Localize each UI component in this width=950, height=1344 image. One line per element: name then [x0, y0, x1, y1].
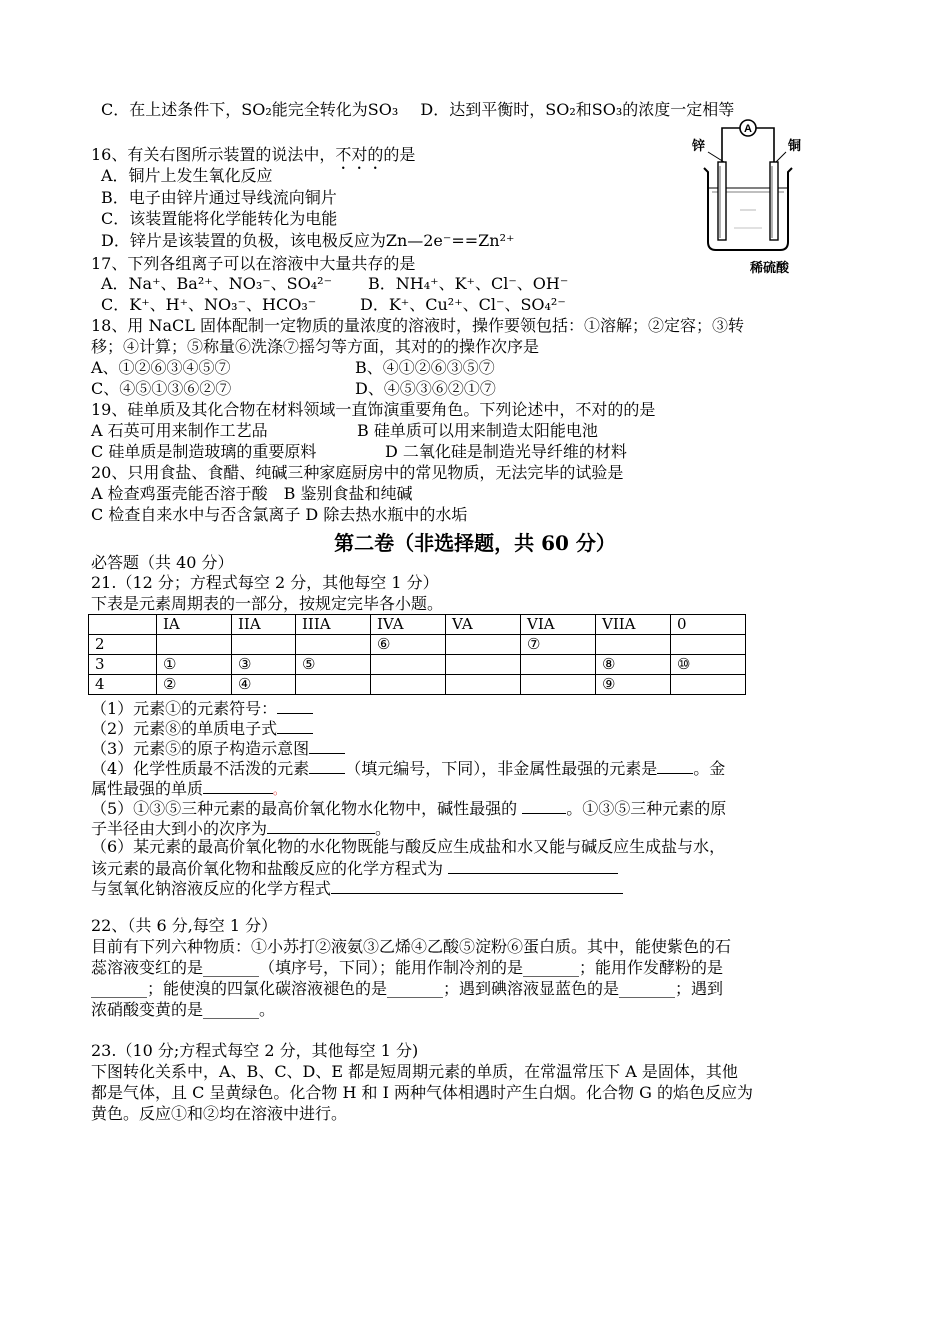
q21-part5-text-c: 子半径由大到小的次序为: [91, 819, 268, 838]
q18-stem-line1: 18、用 NaCL 固体配制一定物质的量浓度的溶液时，操作要领包括：①溶解；②定容；③转: [91, 316, 744, 335]
q16-option-d: D．锌片是该装置的负极，该电极反应为Zn—2e⁻==Zn²⁺: [101, 231, 515, 250]
table-cell: [671, 635, 746, 655]
q21-part5-text-d: 。: [375, 819, 392, 838]
q21-part6-text-c: 与氢氧化钠溶液反应的化学方程式: [91, 879, 332, 898]
q21-part6: （6）某元素的最高价氧化物的水化物既能与酸反应生成盐和水又能与碱反应生成盐与水，: [91, 837, 726, 856]
q16-stem-suffix: 的是: [383, 145, 416, 164]
table-header-cell: IIA: [232, 615, 296, 635]
q16-stem-prefix: 16、有关右图所示装置的说法中，: [91, 145, 336, 164]
ammeter-label: A: [744, 123, 752, 135]
q17-option-a: A．Na⁺、Ba²⁺、NO₃⁻、SO₄²⁻: [101, 274, 333, 293]
table-cell: [232, 635, 296, 655]
answer-blank[interactable]: [309, 757, 345, 774]
q23-line2: 都是气体，且 C 呈黄绿色。化合物 H 和 I 两种气体相遇时产生白烟。化合物 G 的焰色反应为: [91, 1083, 753, 1102]
periodic-table: [88, 614, 746, 695]
answer-blank[interactable]: [203, 777, 273, 794]
q21-header: 21.（12 分；方程式每空 2 分，其他每空 1 分）: [91, 573, 439, 592]
table-cell: [521, 675, 596, 695]
q21-part3-text: （3）元素⑤的原子构造示意图: [91, 739, 310, 758]
beaker-icon: [704, 168, 792, 250]
q16-stem-emphasis: 不对的: [335, 145, 384, 164]
q21-part3: [91, 737, 345, 757]
q18-option-c: C、④⑤①③⑥②⑦: [91, 379, 232, 398]
table-cell: [446, 655, 521, 675]
table-header-cell: IA: [157, 615, 232, 635]
table-header-cell: IVA: [371, 615, 446, 635]
q19-option-a: A 石英可用来制作工艺品: [91, 421, 268, 440]
table-cell: ②: [157, 675, 232, 695]
q21-part5-text-b: 。①③⑤三种元素的原: [566, 799, 727, 818]
table-row: [89, 655, 746, 675]
answer-blank[interactable]: [448, 857, 618, 874]
q21-part1-text: （1）元素①的元素符号：: [91, 699, 278, 718]
q23-line1: 下图转化关系中，A、B、C、D、E 都是短周期元素的单质，在常温常压下 A 是固体，其他: [91, 1062, 738, 1081]
answer-blank[interactable]: [331, 877, 623, 894]
q17-option-b: B．NH₄⁺、K⁺、Cl⁻、OH⁻: [368, 274, 569, 293]
table-cell: [371, 655, 446, 675]
required-section-label: 必答题（共 40 分）: [91, 553, 234, 572]
table-header-cell: VA: [446, 615, 521, 635]
table-cell: 3: [89, 655, 157, 675]
q21-part4-text-b: （填元编号，下同），非金属性最强的元素是: [345, 759, 658, 778]
q15-options-line: [101, 100, 734, 120]
q21-part2-text: （2）元素⑧的单质电子式: [91, 719, 278, 738]
section2-title: 第二卷（非选择题，共 60 分）: [334, 531, 616, 555]
answer-blank[interactable]: [522, 797, 566, 814]
table-cell: [157, 635, 232, 655]
answer-blank[interactable]: [277, 717, 313, 734]
table-header-cell: VIA: [521, 615, 596, 635]
table-cell: [296, 675, 371, 695]
q17-option-d: D．K⁺、Cu²⁺、Cl⁻、SO₄²⁻: [360, 295, 566, 314]
q15-option-d: D．达到平衡时，SO₂和SO₃的浓度一定相等: [420, 100, 735, 119]
answer-blank[interactable]: [309, 737, 345, 754]
q17-option-c: C．K⁺、H⁺、NO₃⁻、HCO₃⁻: [101, 295, 317, 314]
q21-part5: [91, 797, 726, 817]
answer-blank[interactable]: [657, 757, 693, 774]
table-cell: [296, 635, 371, 655]
zinc-label: 锌: [692, 139, 706, 154]
q21-part2: [91, 717, 313, 737]
q20-options-cd: C 检查自来水中与否含氯离子 D 除去热水瓶中的水垢: [91, 505, 468, 524]
table-cell: ⑥: [371, 635, 446, 655]
answer-blank[interactable]: [267, 817, 375, 834]
dilute-sulfuric-acid-label: 稀硫酸: [750, 261, 790, 276]
q22-line3: _______；能使溴的四氯化碳溶液褪色的是_______；遇到碘溶液显蓝色的是_______；遇到: [91, 979, 724, 998]
table-cell: [446, 675, 521, 695]
q19-stem: 19、硅单质及其化合物在材料领域一直饰演重要角色。下列论述中，不对的的是: [91, 400, 656, 419]
table-cell: [596, 635, 671, 655]
q16-stem: [91, 145, 415, 165]
q20-stem: 20、只用食盐、食醋、纯碱三种家庭厨房中的常见物质，无法完毕的试验是: [91, 463, 624, 482]
table-cell: 2: [89, 635, 157, 655]
q23-line3: 黄色。反应①和②均在溶液中进行。: [91, 1104, 348, 1123]
table-header-cell: IIIA: [296, 615, 371, 635]
copper-label: 铜: [788, 139, 802, 154]
table-cell: [671, 675, 746, 695]
q15-option-c: C．在上述条件下，SO₂能完全转化为SO₃: [101, 100, 399, 119]
q23-header: 23.（10 分;方程式每空 2 分，其他每空 1 分): [91, 1041, 419, 1060]
q16-option-b: B．电子由锌片通过导线流向铜片: [101, 188, 337, 207]
q16-option-c: C．该装置能将化学能转化为电能: [101, 209, 338, 228]
zinc-electrode: [718, 162, 726, 240]
q22-line1: 目前有下列六种物质：①小苏打②液氨③乙烯④乙酸⑤淀粉⑥蛋白质。其中，能使紫色的石: [91, 937, 732, 956]
q22-line4: 浓硝酸变黄的是_______。: [91, 1000, 276, 1019]
answer-blank[interactable]: [277, 697, 313, 714]
q18-option-a: A、①②⑥③④⑤⑦: [91, 358, 231, 377]
table-header-cell: [89, 615, 157, 635]
copper-electrode: [770, 162, 778, 240]
table-cell: [521, 655, 596, 675]
q20-options-ab: A 检查鸡蛋壳能否溶于酸 B 鉴别食盐和纯碱: [91, 484, 413, 503]
q22-line2: 蕊溶液变红的是_______（填序号，下同）；能用作制冷剂的是_______；能用作发酵粉的是: [91, 958, 724, 977]
periodic-table-header-row: [89, 615, 746, 635]
table-cell: ⑤: [296, 655, 371, 675]
q21-part4-text-d: 属性最强的单质: [91, 779, 204, 798]
table-cell: ④: [232, 675, 296, 695]
q21-part5-text-a: （5）①③⑤三种元素的最高价氧化物水化物中，碱性最强的: [91, 799, 523, 818]
table-header-cell: VIIA: [596, 615, 671, 635]
table-cell: ⑩: [671, 655, 746, 675]
q21-part5-cont: [91, 817, 391, 837]
q21-part1: [91, 697, 313, 717]
table-cell: ③: [232, 655, 296, 675]
q17-stem: 17、下列各组离子可以在溶液中大量共存的是: [91, 254, 416, 273]
q21-part4-cont: [91, 777, 285, 797]
galvanic-cell-figure: [690, 110, 840, 280]
q16-option-a: A．铜片上发生氧化反应: [101, 166, 273, 185]
table-cell: ①: [157, 655, 232, 675]
table-cell: ⑨: [596, 675, 671, 695]
q21-part6-naoh: [91, 877, 623, 897]
q18-option-d: D、④⑤③⑥②①⑦: [355, 379, 496, 398]
table-cell: [371, 675, 446, 695]
q21-part4-text-a: （4）化学性质最不活泼的元素: [91, 759, 310, 778]
q18-stem-line2: 移；④计算；⑤称量⑥洗涤⑦摇匀等方面，其对的的操作次序是: [91, 337, 540, 356]
q21-part4-text-c: 。金: [693, 759, 726, 778]
q22-header: 22、（共 6 分,每空 1 分）: [91, 916, 278, 935]
table-cell: [446, 635, 521, 655]
q21-intro: 下表是元素周期表的一部分，按规定完毕各小题。: [91, 594, 444, 613]
q18-option-b: B、④①②⑥③⑤⑦: [355, 358, 495, 377]
table-cell: ⑦: [521, 635, 596, 655]
table-row: [89, 675, 746, 695]
galvanic-cell-diagram: [690, 110, 840, 280]
q21-part6-text-b: 该元素的最高价氧化物和盐酸反应的化学方程式为: [91, 859, 449, 878]
table-cell: ⑧: [596, 655, 671, 675]
table-header-cell: 0: [671, 615, 746, 635]
q21-part6-hcl: [91, 857, 618, 877]
q19-option-d: D 二氧化硅是制造光导纤维的材料: [385, 442, 627, 461]
q21-part4-mark: 。: [273, 783, 286, 797]
q19-option-c: C 硅单质是制造玻璃的重要原料: [91, 442, 317, 461]
table-cell: 4: [89, 675, 157, 695]
q19-option-b: B 硅单质可以用来制造太阳能电池: [357, 421, 598, 440]
table-row: [89, 635, 746, 655]
q21-part4: [91, 757, 725, 777]
